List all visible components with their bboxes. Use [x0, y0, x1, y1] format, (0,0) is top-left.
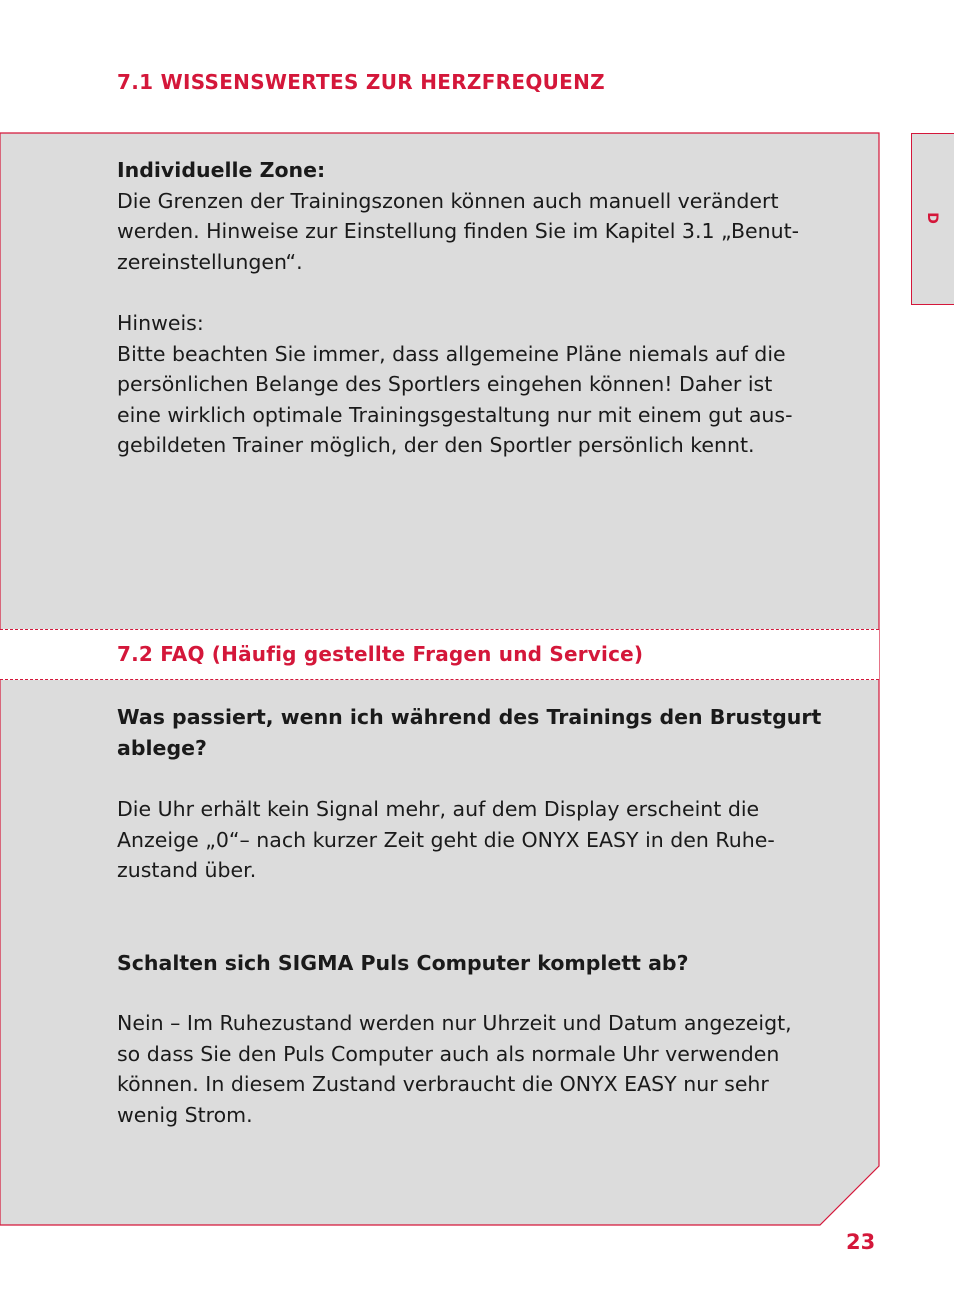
body-line: persönlichen Belange des Sportlers eingehen können! Daher ist: [117, 372, 773, 396]
faq-answer-2: [117, 1008, 837, 1130]
page-number: 23: [846, 1230, 876, 1254]
body-line: Bitte beachten Sie immer, dass allgemeine Pläne niemals auf die: [117, 341, 786, 366]
answer-line: können. In diesem Zustand verbraucht die ONYX EASY nur sehr: [117, 1072, 769, 1096]
note-block: [117, 308, 837, 461]
section-title: 7.1 WISSENSWERTES ZUR HERZFREQUENZ: [117, 70, 605, 94]
answer-line: zustand über.: [117, 858, 257, 882]
question-line: Schalten sich SIGMA Puls Computer komplett ab?: [117, 951, 689, 975]
answer-line: wenig Strom.: [117, 1102, 253, 1127]
body-line: eine wirklich optimale Trainingsgestaltung nur mit einem gut aus-: [117, 402, 793, 427]
faq-answer-1: [117, 794, 837, 886]
faq-section-title: 7.2 FAQ (Häufig gestellte Fragen und Service): [117, 642, 644, 666]
answer-line: so dass Sie den Puls Computer auch als normale Uhr verwenden: [117, 1041, 780, 1066]
answer-line: Die Uhr erhält kein Signal mehr, auf dem Display erscheint die: [117, 797, 760, 821]
question-line: Was passiert, wenn ich während des Trainings den Brustgurt: [117, 705, 822, 729]
faq-question-2: [117, 948, 837, 979]
answer-line: Nein – Im Ruhezustand werden nur Uhrzeit und Datum angezeigt,: [117, 1011, 792, 1035]
note-heading: Hinweis:: [117, 311, 204, 335]
body-line: werden. Hinweise zur Einstellung finden Sie im Kapitel 3.1 „Benut-: [117, 219, 800, 243]
individual-zone-heading: Individuelle Zone:: [117, 158, 326, 182]
question-line: ablege?: [117, 735, 207, 760]
individual-zone-block: [117, 155, 837, 277]
answer-line: Anzeige „0“– nach kurzer Zeit geht die ONYX EASY in den Ruhe-: [117, 827, 775, 852]
body-line: zereinstellungen“.: [117, 249, 303, 274]
body-line: gebildeten Trainer möglich, der den Sportler persönlich kennt.: [117, 433, 755, 457]
faq-question-1: [117, 702, 837, 763]
body-line: Die Grenzen der Trainingszonen können auch manuell verändert: [117, 188, 779, 213]
language-tab-label: D: [924, 212, 940, 224]
